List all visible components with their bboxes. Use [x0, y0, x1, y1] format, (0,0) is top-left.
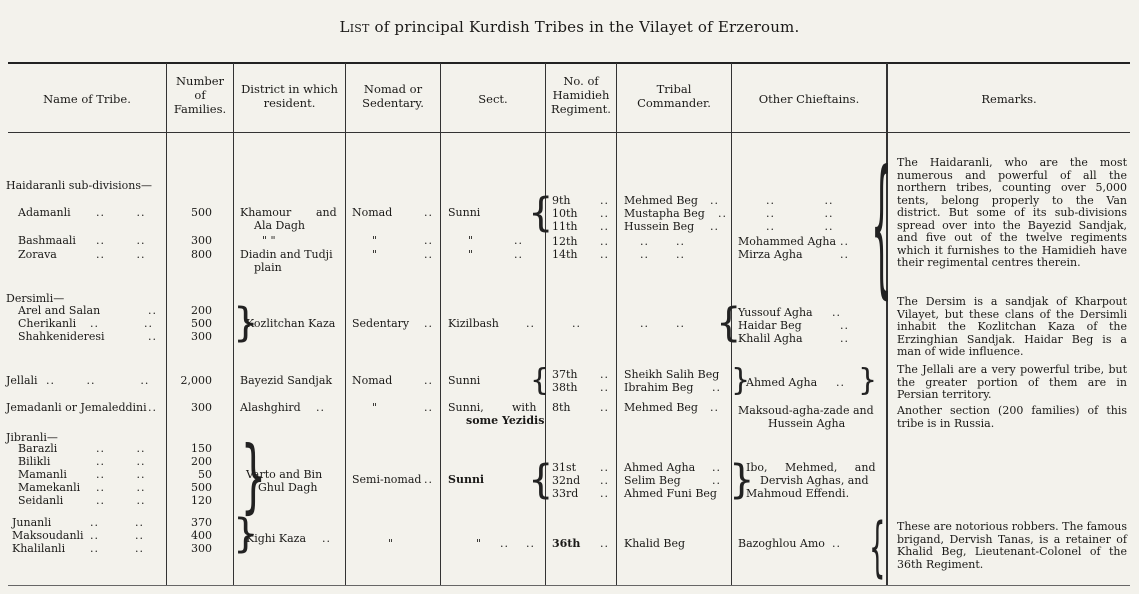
leader-dots: .. [600, 235, 609, 248]
brace-icon: { [530, 363, 550, 398]
leader-dots: .. .. [766, 207, 834, 220]
families-value: 300 [191, 330, 212, 343]
leader-dots: .. [148, 330, 157, 343]
leader-dots: .. [600, 401, 609, 414]
header-district-line: resident. [263, 96, 316, 110]
regiment-value: 36th [552, 537, 581, 550]
header-families [167, 74, 233, 116]
commander-value: Khalid Beg [624, 537, 686, 550]
regiment-value: 12th [552, 235, 578, 248]
column-divider [545, 63, 546, 585]
chieftain-value: Ibo, Mehmed, and [746, 461, 876, 474]
sect-value: Sunni [448, 374, 481, 387]
families-value: 300 [191, 542, 212, 555]
leader-dots: .. .. .. [46, 374, 150, 387]
commander-value: Mehmed Beg [624, 401, 698, 414]
leader-dots: .. [424, 248, 433, 261]
leader-dots: .. [424, 234, 433, 247]
leader-dots: .. .. [96, 234, 146, 247]
leader-dots: .. [840, 319, 849, 332]
leader-dots: .. .. [640, 317, 685, 330]
ditto-mark: " [476, 537, 482, 550]
leader-dots: .. [840, 332, 849, 345]
remark-text: Another section (200 families) of this tribe is in Russia. [897, 404, 1127, 430]
ditto-mark: " [388, 537, 394, 550]
commander-value: Hussein Beg [624, 220, 695, 233]
leader-dots: .. [600, 220, 609, 233]
leader-dots: .. .. [90, 516, 144, 529]
leader-dots: .. [600, 487, 609, 500]
leader-dots: .. [712, 381, 721, 394]
leader-dots: .. .. [90, 542, 144, 555]
leader-dots: .. [424, 473, 433, 486]
column-divider [166, 63, 167, 585]
leader-dots: .. .. [766, 194, 834, 207]
remark-text: The Haidaranli, who are the most numerous and powerful of all the northern tribes, counting over 5,000 tents, belong properly to the Van district. But some of its sub-divisions spread over into the Bayezid Sandjak, and five out of the twelve regiments which it furnishes to the Hamidieh have their regimental centres therein. [897, 156, 1127, 269]
leader-dots: .. [148, 304, 157, 317]
leader-dots: .. .. [96, 248, 146, 261]
leader-dots: .. [832, 537, 841, 550]
nomad-value: Nomad [352, 206, 393, 219]
families-value: 120 [191, 494, 212, 507]
header-regiment [546, 74, 616, 116]
leader-dots: .. [424, 401, 433, 414]
header-chieftains: Other Chieftains. [758, 92, 860, 106]
families-value: 2,000 [180, 374, 212, 387]
header-remarks: Remarks. [981, 92, 1037, 106]
header-families-line: Families. [173, 102, 227, 116]
nomad-value: Nomad [352, 374, 393, 387]
commander-value: Selim Beg [624, 474, 681, 487]
tribe-name: Shahkenideresi [18, 330, 105, 343]
commander-value: Ahmed Agha [624, 461, 696, 474]
ditto-mark: " " [262, 234, 276, 247]
leader-dots: .. [600, 194, 609, 207]
leader-dots: .. [322, 532, 331, 545]
leader-dots: .. [514, 248, 523, 261]
families-value: 300 [191, 234, 212, 247]
leader-dots: .. [840, 248, 849, 261]
header-nomad-line: Sedentary. [362, 96, 424, 110]
sect-value: some Yezidis [466, 414, 545, 427]
leader-dots: .. [526, 317, 535, 330]
district-value: Ala Dagh [254, 219, 306, 232]
leader-dots: .. [710, 194, 719, 207]
page-title [0, 18, 1139, 36]
tribe-name: Seidanli [18, 494, 64, 507]
leader-dots: .. [836, 376, 845, 389]
brace-icon: { [233, 511, 259, 557]
chieftain-value: Khalil Agha [738, 332, 803, 345]
group-label: Haidaranli sub-divisions— [6, 179, 152, 192]
chieftain-value: Yussouf Agha [738, 306, 813, 319]
leader-dots: .. [600, 461, 609, 474]
brace-icon: { [871, 139, 892, 313]
families-value: 200 [191, 455, 212, 468]
table-top-rule [8, 62, 1130, 64]
tribe-name: Cherikanli [18, 317, 77, 330]
column-divider [440, 63, 441, 585]
tribe-name: Mamanli [18, 468, 67, 481]
nomad-value: Sedentary [352, 317, 410, 330]
regiment-value: 14th [552, 248, 578, 261]
tribe-name: Mamekanli [18, 481, 81, 494]
district-value: plain [254, 261, 282, 274]
families-value: 800 [191, 248, 212, 261]
tribe-name: Zorava [18, 248, 57, 261]
header-regiment-line: No. of [563, 74, 599, 88]
leader-dots: .. [600, 248, 609, 261]
leader-dots: .. [712, 461, 721, 474]
leader-dots: .. [710, 220, 719, 233]
district-value: Kozlitchan Kaza [246, 317, 336, 330]
tribe-name: Bashmaali [18, 234, 76, 247]
header-nomad-line: Nomad or [363, 82, 423, 96]
tribe-name: Khalilanli [12, 542, 66, 555]
sect-value: Kizilbash [448, 317, 499, 330]
header-regiment-line: Regiment. [551, 102, 611, 116]
regiment-value: 32nd [552, 474, 581, 487]
leader-dots: .. [526, 537, 535, 550]
leader-dots: .. [424, 374, 433, 387]
families-value: 500 [191, 317, 212, 330]
leader-dots: .. [710, 401, 719, 414]
brace-icon: { [240, 429, 267, 522]
header-sect: Sect. [478, 92, 508, 106]
header-nomad [346, 82, 440, 110]
commander-value: Sheikh Salih Beg [624, 368, 720, 381]
leader-dots: .. .. [90, 317, 153, 330]
tribe-name: Jemadanli or Jemaleddini [6, 401, 147, 414]
district-value: Bayezid Sandjak [240, 374, 333, 387]
brace-icon: { [731, 363, 751, 398]
leader-dots: .. [572, 317, 581, 330]
district-value: and [316, 206, 337, 219]
ditto-mark: " [468, 234, 474, 247]
tribe-name: Maksoudanli [12, 529, 84, 542]
title-first-word: List [339, 18, 370, 36]
regiment-value: 33rd [552, 487, 579, 500]
commander-value: Mustapha Beg [624, 207, 705, 220]
remark-text: The Dersim is a sandjak of Kharpout Vilayet, but these clans of the Dersimli inhabit the Kozlitchan Kaza of the Erzinghian Sandjak. Haidar Beg is a man of wide influence. [897, 295, 1127, 358]
tribe-name: Barazli [18, 442, 58, 455]
leader-dots: .. [424, 317, 433, 330]
families-value: 400 [191, 529, 212, 542]
leader-dots: .. [840, 235, 849, 248]
leader-dots: .. [600, 207, 609, 220]
ditto-mark: " [372, 234, 378, 247]
remark-text: The Jellali are a very powerful tribe, but the greater portion of them are in Persian territory. [897, 363, 1127, 401]
regiment-value: 11th [552, 220, 578, 233]
leader-dots: .. [712, 474, 721, 487]
district-value: Alashghird [240, 401, 301, 414]
leader-dots: .. [316, 401, 325, 414]
commander-value: Ahmed Funi Beg [624, 487, 717, 500]
regiment-value: 9th [552, 194, 571, 207]
header-commander-line: Commander. [637, 96, 711, 110]
brace-icon: { [869, 510, 886, 585]
leader-dots: .. .. [96, 442, 146, 455]
leader-dots: .. .. [96, 468, 146, 481]
leader-dots: .. [718, 207, 727, 220]
families-value: 500 [191, 481, 212, 494]
leader-dots: .. [424, 206, 433, 219]
header-district-line: District in which [241, 82, 338, 96]
chieftain-value: Dervish Aghas, and [760, 474, 869, 487]
sect-value: Sunni, [448, 401, 484, 414]
leader-dots: .. .. [96, 206, 146, 219]
tribe-name: Adamanli [18, 206, 71, 219]
regiment-value: 38th [552, 381, 578, 394]
group-label: Dersimli— [6, 292, 65, 305]
tribe-name: Junanli [12, 516, 52, 529]
families-value: 50 [198, 468, 212, 481]
regiment-value: 37th [552, 368, 578, 381]
sect-value: with [512, 401, 537, 414]
tribe-name: Arel and Salan [18, 304, 101, 317]
leader-dots: .. .. [640, 248, 685, 261]
leader-dots: .. .. [96, 455, 146, 468]
district-value: Kighi Kaza [246, 532, 307, 545]
ditto-mark: " [372, 401, 378, 414]
chieftain-value: Mahmoud Effendi. [746, 487, 850, 500]
leader-dots: .. [600, 368, 609, 381]
nomad-value: Semi-nomad [352, 473, 422, 486]
leader-dots: .. [600, 381, 609, 394]
brace-icon: { [528, 457, 554, 503]
header-district [234, 82, 345, 110]
regiment-value: 31st [552, 461, 577, 474]
title-rest: of principal Kurdish Tribes in the Vilayet of Erzeroum. [369, 18, 800, 36]
leader-dots: .. [600, 537, 609, 550]
header-commander [617, 82, 731, 110]
regiment-value: 10th [552, 207, 578, 220]
leader-dots: .. .. [96, 481, 146, 494]
brace-icon: { [729, 457, 755, 503]
sect-value: Sunni [448, 473, 485, 486]
tribe-name: Bilikli [18, 455, 51, 468]
chieftain-value: Mirza Agha [738, 248, 803, 261]
remark-text: These are notorious robbers. The famous brigand, Dervish Tanas, is a retainer of Khalid Beg, Lieutenant-Colonel of the 36th Regiment. [897, 520, 1127, 571]
leader-dots: .. [832, 306, 841, 319]
families-value: 150 [191, 442, 212, 455]
district-value: Diadin and Tudji [240, 248, 333, 261]
chieftain-value: Mohammed Agha [738, 235, 837, 248]
leader-dots: .. [514, 234, 523, 247]
commander-value: Mehmed Beg [624, 194, 698, 207]
commander-value: Ibrahim Beg [624, 381, 694, 394]
chieftain-value: Bazoghlou Amo [738, 537, 825, 550]
brace-icon: { [233, 300, 259, 346]
header-regiment-line: Hamidieh [552, 88, 610, 102]
leader-dots: .. [600, 474, 609, 487]
leader-dots: .. .. [90, 529, 144, 542]
chieftain-value: Maksoud-agha-zade and [738, 404, 874, 417]
leader-dots: .. .. [96, 494, 146, 507]
tribe-name: Jellali [6, 374, 38, 387]
families-value: 200 [191, 304, 212, 317]
leader-dots: .. .. [766, 220, 834, 233]
leader-dots: .. [500, 537, 509, 550]
header-rule [8, 132, 1130, 133]
chieftain-value: Hussein Agha [768, 417, 846, 430]
district-value: Khamour [240, 206, 292, 219]
district-value: Ghul Dagh [258, 481, 318, 494]
group-label: Jibranli— [6, 431, 58, 444]
families-value: 500 [191, 206, 212, 219]
brace-icon: { [528, 190, 554, 236]
ditto-mark: " [372, 248, 378, 261]
column-divider [345, 63, 346, 585]
leader-dots: .. [148, 401, 157, 414]
families-value: 370 [191, 516, 212, 529]
chieftain-value: Ahmed Agha [746, 376, 818, 389]
regiment-value: 8th [552, 401, 571, 414]
header-families-line: of [194, 88, 206, 102]
table-bottom-rule [8, 585, 1130, 586]
header-commander-line: Tribal [656, 82, 692, 96]
column-divider [616, 63, 617, 585]
header-families-line: Number [175, 74, 225, 88]
brace-icon: { [716, 300, 742, 346]
families-value: 300 [191, 401, 212, 414]
chieftain-value: Haidar Beg [738, 319, 802, 332]
brace-icon: { [858, 363, 878, 398]
ditto-mark: " [468, 248, 474, 261]
sect-value: Sunni [448, 206, 481, 219]
header-name: Name of Tribe. [43, 92, 131, 106]
leader-dots: .. .. [640, 235, 685, 248]
district-value: Varto and Bin [246, 468, 323, 481]
